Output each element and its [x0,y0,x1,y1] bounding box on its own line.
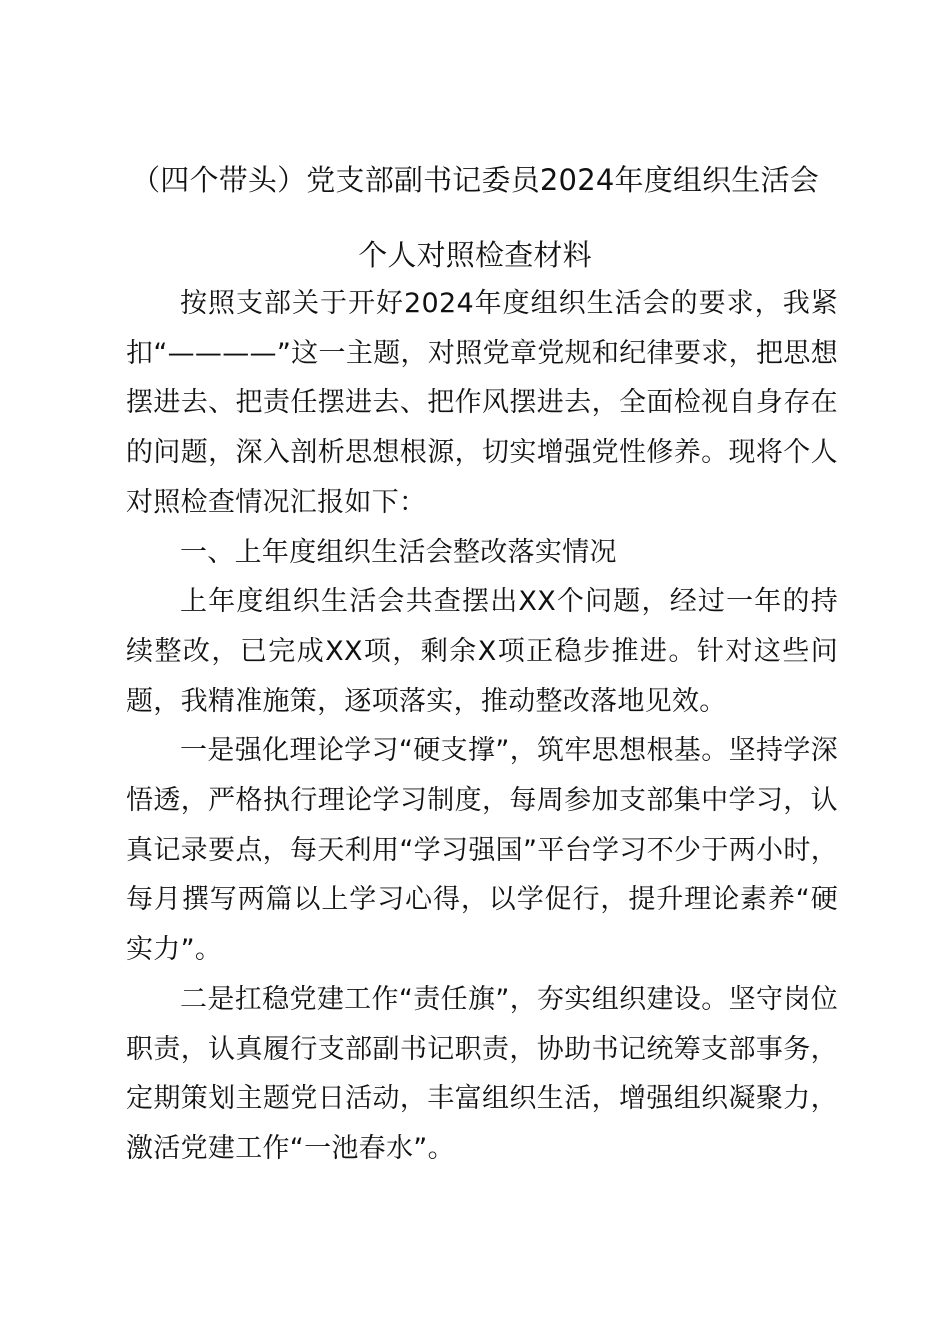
intro-paragraph: 按照支部关于开好2024年度组织生活会的要求，我紧扣“————”这一主题，对照党章党规和纪律要求，把思想摆进去、把责任摆进去、把作风摆进去，全面检视自身存在的问题，深入剖析思想根源，切实增强党性修养。现将个人对照检查情况汇报如下： [126,288,838,518]
body-paragraph: 二是扛稳党建工作“责任旗”，夯实组织建设。坚守岗位职责，认真履行支部副书记职责，协助书记统筹支部事务，定期策划主题党日活动，丰富组织生活，增强组织凝聚力，激活党建工作“一池春水”。 [126,983,838,1164]
section-heading: 一、上年度组织生活会整改落实情况 [180,536,617,568]
document-title-line-2: 个人对照检查材料 [358,238,592,272]
document-body [126,279,838,1174]
body-paragraph: 上年度组织生活会共查摆出XX个问题，经过一年的持续整改，已完成XX项，剩余X项正稳步推进。针对这些问题，我精准施策，逐项落实，推动整改落地见效。 [126,586,838,717]
document-title-line-1: （四个带头）党支部副书记委员2024年度组织生活会 [131,163,819,197]
body-paragraph: 一是强化理论学习“硬支撑”，筑牢思想根基。坚持学深悟透，严格执行理论学习制度，每周参加支部集中学习，认真记录要点，每天利用“学习强国”平台学习不少于两小时，每月撰写两篇以上学习心得，以学促行，提升理论素养“硬实力”。 [126,735,838,966]
